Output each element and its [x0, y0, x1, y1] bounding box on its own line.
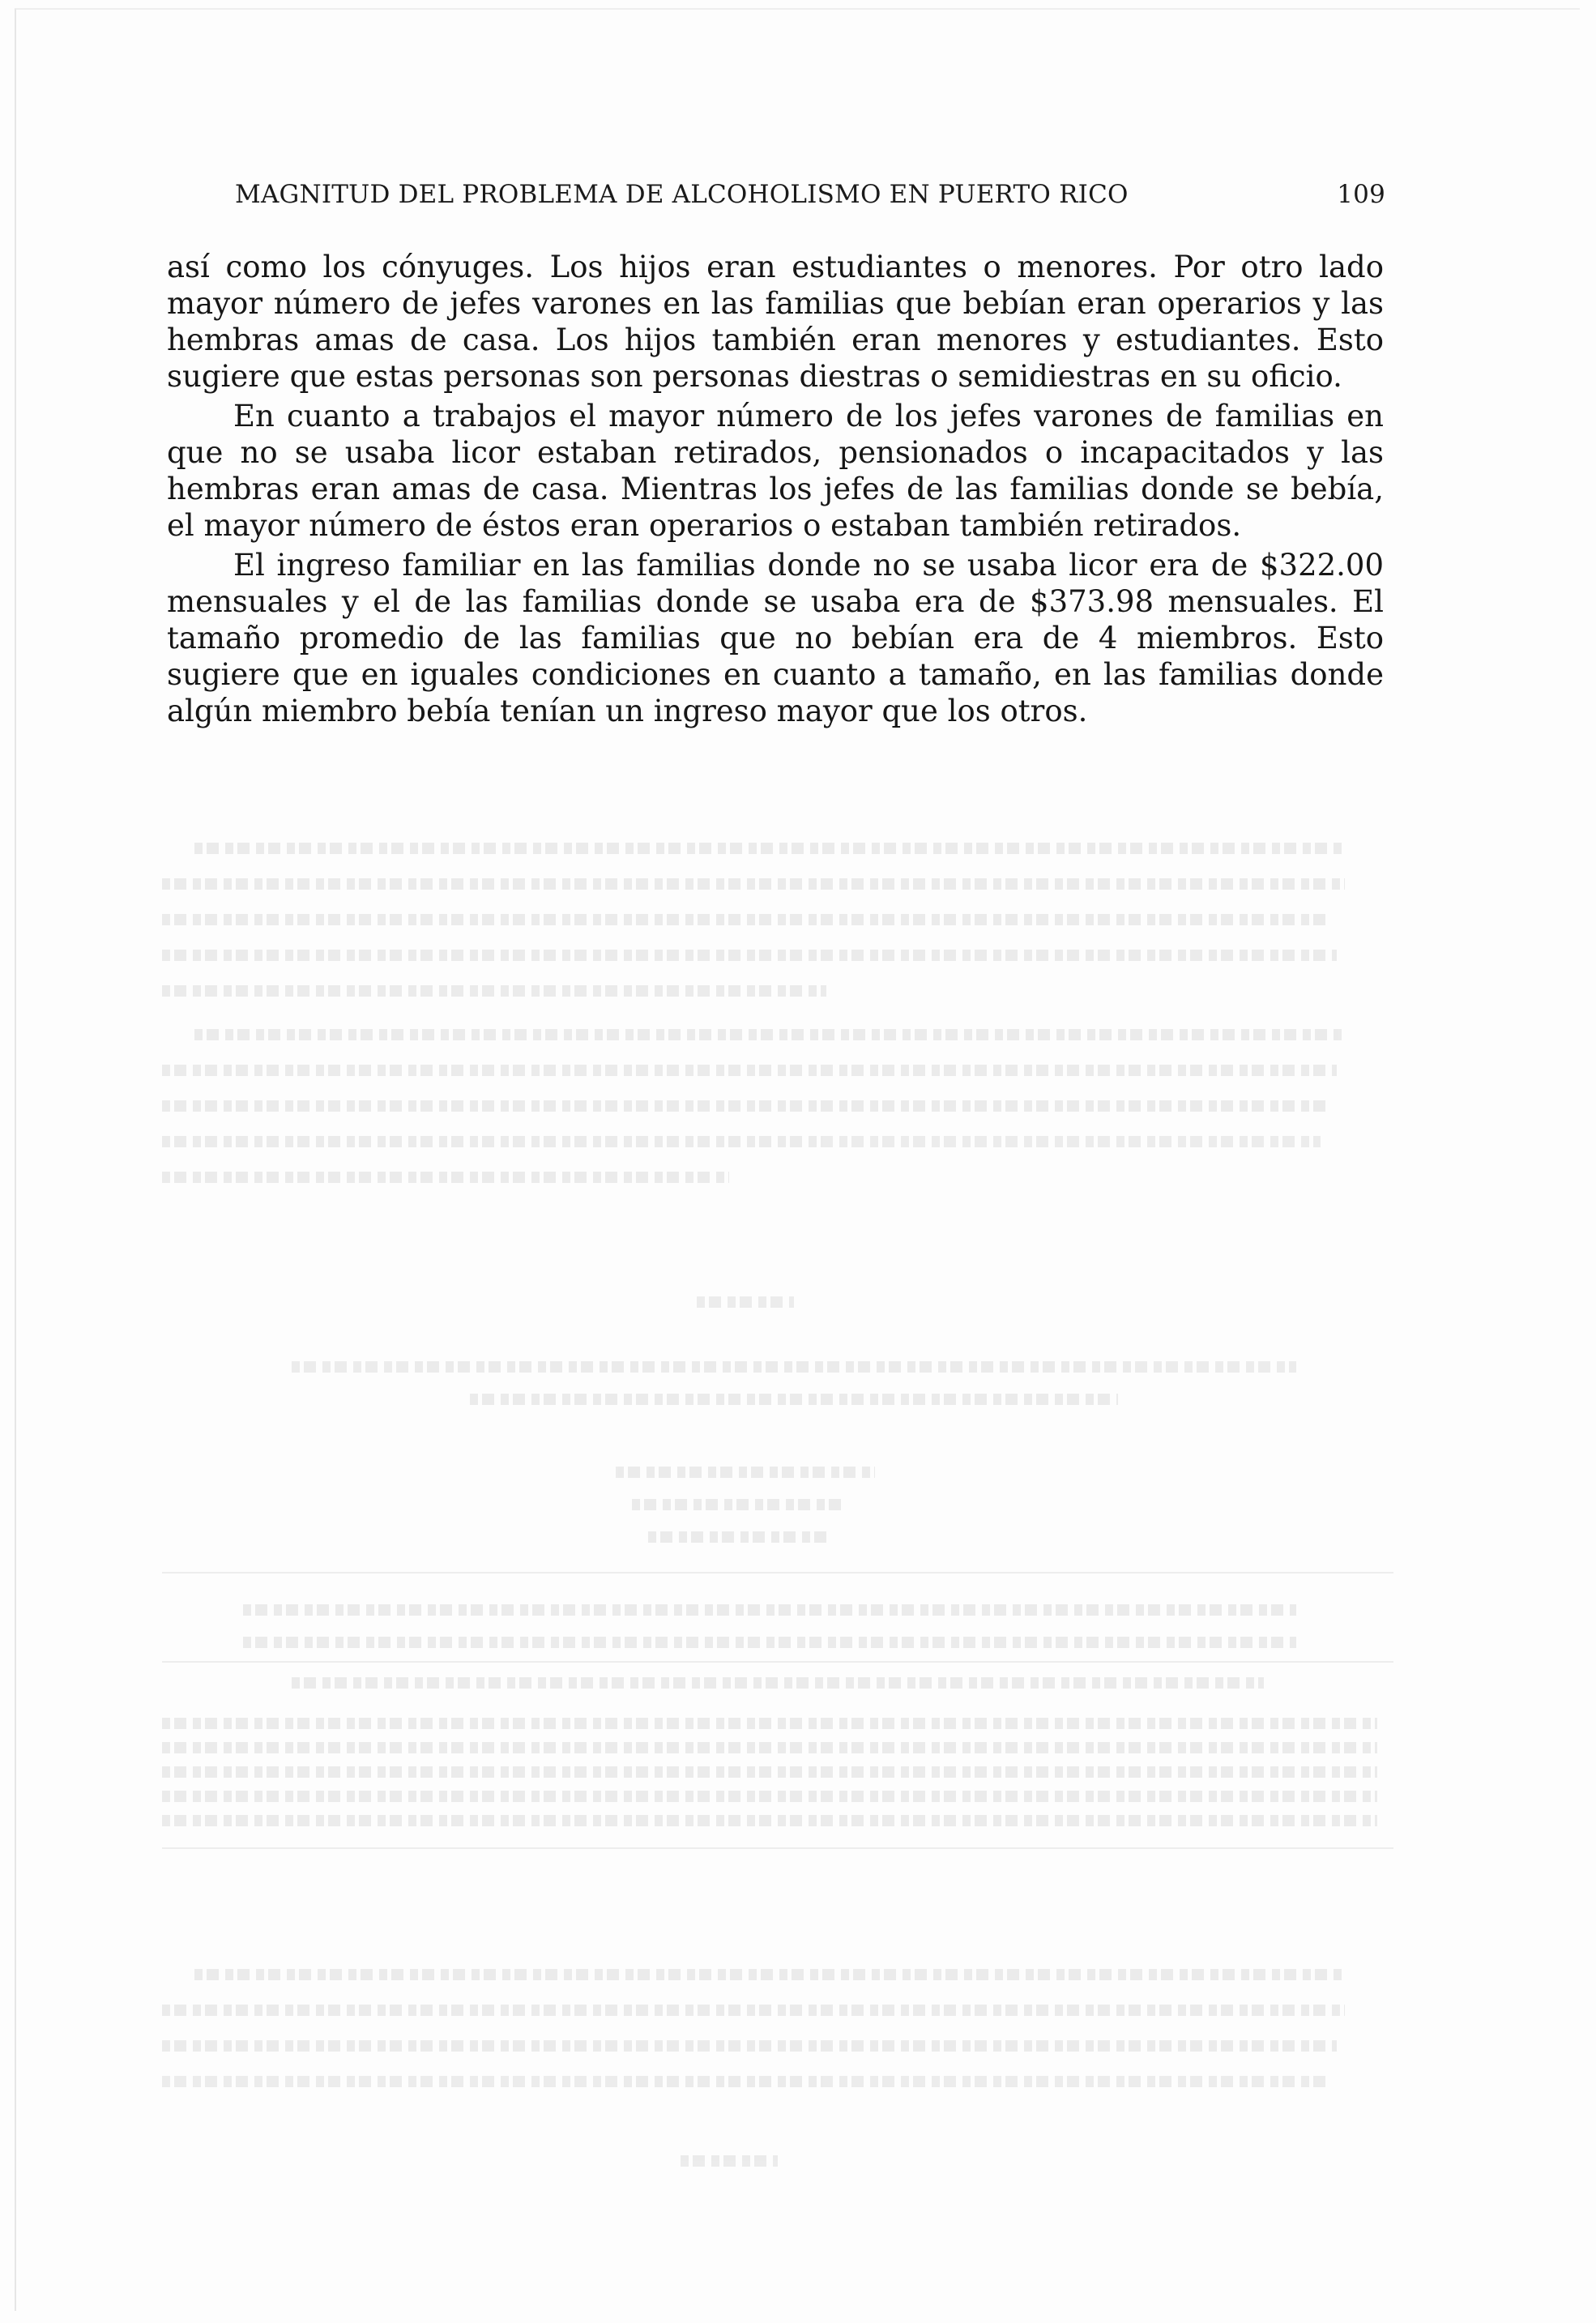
running-title: MAGNITUD DEL PROBLEMA DE ALCOHOLISMO EN PUERTO RICO [235, 180, 1129, 209]
paragraph-1: así como los cónyuges. Los hijos eran estudiantes o menores. Por otro lado mayor número de jefes varones en las familias que bebían eran operarios y las hembras amas de casa. Los hijos también eran menores y estudiantes. Esto sugiere que estas personas son personas diestras o semidiestras en su oficio. [167, 250, 1384, 394]
body-text [167, 249, 1384, 729]
paragraph-3: El ingreso familiar en las familias donde no se usaba licor era de $322.00 mensuales y el de las familias donde se usaba era de $373.98 mensuales. El tamaño promedio de las familias que no bebían era de 4 miembros. Esto sugiere que en iguales condiciones en cuanto a tamaño, en las familias donde algún miembro bebía tenían un ingreso mayor que los otros. [167, 548, 1384, 728]
paragraph-2: En cuanto a trabajos el mayor número de los jefes varones de familias en que no se usaba licor estaban retirados, pensionados o incapacitados y las hembras eran amas de casa. Mientras los jefes de las familias donde se bebía, el mayor número de éstos eran operarios o estaban también retirados. [167, 399, 1384, 543]
page-number: 109 [1337, 180, 1385, 209]
running-header [235, 180, 1385, 212]
